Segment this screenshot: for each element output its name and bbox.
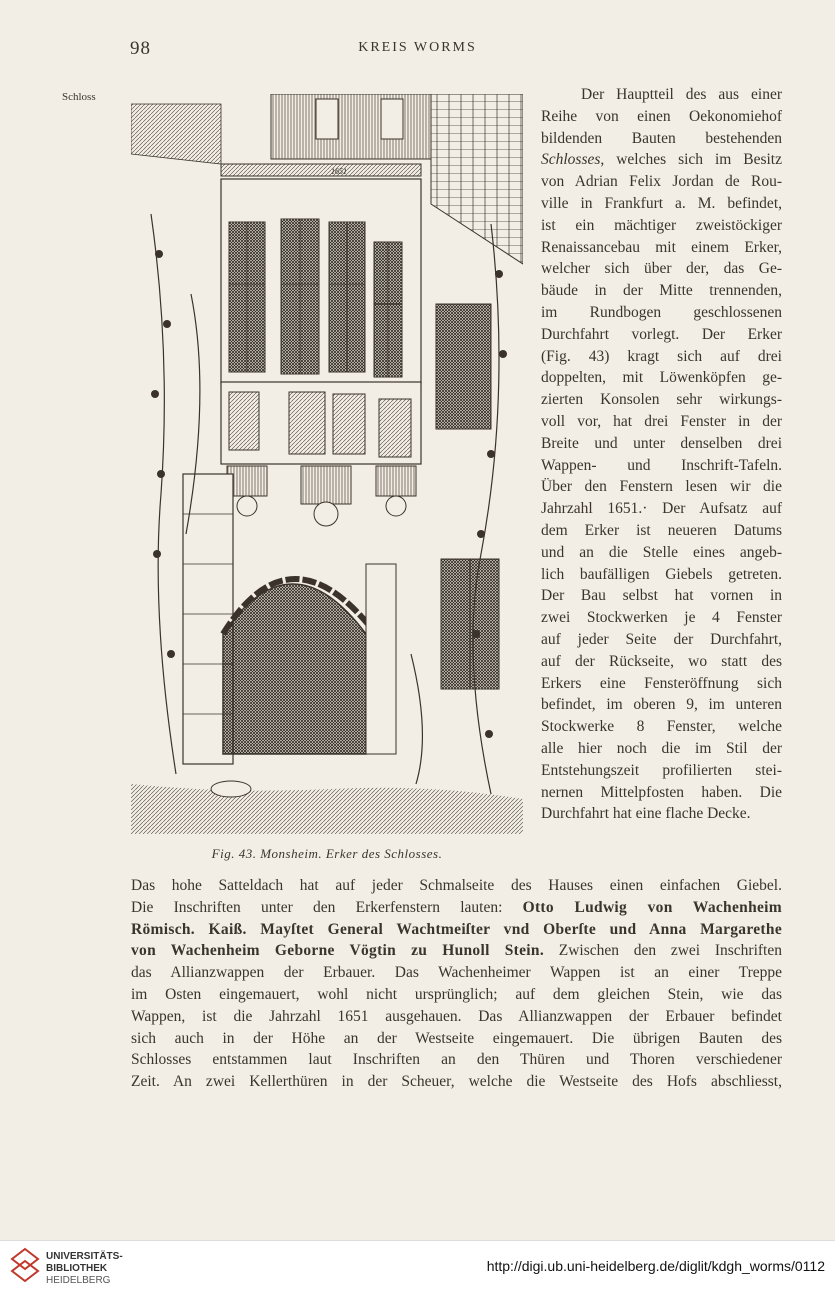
- library-logo-text: [46, 1251, 123, 1287]
- text-line: im Rundbogen geschlossenen: [541, 303, 782, 321]
- text-line: von Adrian Felix Jordan de Rou-: [541, 173, 782, 191]
- text-line: [131, 1049, 782, 1071]
- text-line: Erkers eine Fensteröffnung sich: [541, 674, 782, 692]
- text-line: doppelten, mit Löwenköpfen ge-: [541, 369, 782, 387]
- text-run: Zwischen den zwei Inschriften: [544, 942, 782, 960]
- text-line: Wappen- und Inschrift-Tafeln.: [541, 456, 782, 474]
- text-line: [131, 919, 782, 941]
- text-line: Der Hauptteil des aus einer: [581, 86, 782, 103]
- logo-line-3: HEIDELBERG: [46, 1275, 111, 1286]
- text-line: und an die Stelle eines angeb-: [541, 543, 782, 561]
- text-line: [131, 1028, 782, 1050]
- text-line: lich baufälligen Giebels getreten.: [541, 565, 782, 583]
- text-line: [131, 984, 782, 1006]
- margin-note: Schloss: [62, 91, 96, 103]
- text-run: Zeit. An zwei Kellerthüren in der Scheuer, welche die Westseite des Hofs abschliesst,: [131, 1073, 782, 1091]
- full-width-text: [131, 875, 782, 1093]
- text-line: welcher sich über der, das Ge-: [541, 260, 782, 278]
- text-line: auf jeder Seite der Durchfahrt,: [541, 630, 782, 648]
- logo-line-1: UNIVERSITÄTS-: [46, 1251, 123, 1262]
- text-line: dem Erker ist neueren Datums: [541, 521, 782, 539]
- text-line: [131, 897, 782, 919]
- text-line: zierten Konsolen sehr wirkungs-: [541, 391, 782, 409]
- text-line: bäude in der Mitte trennenden,: [541, 282, 782, 300]
- text-line: bildenden Bauten bestehenden: [541, 129, 782, 147]
- text-line: alle hier noch die im Stil der: [541, 739, 782, 757]
- text-run: Wappen, ist die Jahrzahl 1651 ausgehauen. Das Allianzwappen der Erbauer befindet: [131, 1007, 782, 1025]
- text-line: zwei Stockwerken je 4 Fenster: [541, 609, 782, 627]
- text-line: befindet, im oberen 9, im unteren: [541, 696, 782, 714]
- text-line: [131, 1071, 782, 1093]
- text-line: ville in Frankfurt a. M. befindet,: [541, 194, 782, 212]
- text-line: [131, 962, 782, 984]
- text-line: auf der Rückseite, wo statt des: [541, 652, 782, 670]
- text-line: (Fig. 43) kragt sich auf drei: [541, 347, 782, 365]
- oriel-illustration: [131, 94, 523, 834]
- fraktur-inscription: Otto Ludwig von Wachenheim: [522, 898, 782, 916]
- text-line: Der Bau selbst hat vornen in: [541, 587, 782, 605]
- text-line: [131, 940, 782, 962]
- figure-caption: Fig. 43. Monsheim. Erker des Schlosses.: [211, 846, 443, 861]
- text-line: [131, 875, 782, 897]
- text-line: Reihe von einen Oekonomiehof: [541, 107, 782, 125]
- column-text: [541, 84, 782, 825]
- library-logo-icon: [10, 1247, 40, 1287]
- text-line: Stockwerke 8 Fenster, welche: [541, 718, 782, 736]
- text-line: [131, 1006, 782, 1028]
- text-line: Durchfahrt hat eine flache Decke.: [541, 805, 751, 823]
- text-line: nernen Mittelpfosten haben. Die: [541, 783, 782, 801]
- logo-line-2: BIBLIOTHEK: [46, 1263, 108, 1274]
- text-line: Breite und unter denselben drei: [541, 434, 782, 452]
- text-run: Schlosses entstammen laut Inschriften an den Thüren und Thoren verschiedener: [131, 1051, 782, 1069]
- fraktur-inscription: Römisch. Kaiß. Mayſtet General Wachtmeiſter vnd Oberſte und Anna Margarethe: [131, 920, 782, 938]
- text-line: Entstehungszeit profilierten stei-: [541, 761, 782, 779]
- text-line: Über den Fenstern lesen wir die: [541, 478, 782, 496]
- fraktur-inscription: von Wachenheim Geborne Vögtin zu Hunoll Stein.: [131, 942, 544, 960]
- text-run: sich auch in der Höhe an der Westseite eingemauert. Die übrigen Bauten des: [131, 1029, 782, 1047]
- text-run: Das hohe Satteldach hat auf jeder Schmalseite des Hauses einen einfachen Giebel.: [131, 877, 782, 894]
- text-line: Durchfahrt vorlegt. Der Erker: [541, 325, 782, 343]
- text-run: das Allianzwappen der Erbauer. Das Wachenheimer Wappen ist an einer Treppe: [131, 964, 782, 982]
- running-title: KREIS WORMS: [358, 40, 477, 55]
- text-line: Jahrzahl 1651.· Der Aufsatz auf: [541, 500, 782, 518]
- text-line: voll vor, hat drei Fenster in der: [541, 412, 782, 430]
- text-run: im Osten eingemauert, wohl nicht ursprünglich; auf dem gleichen Stein, wie das: [131, 985, 782, 1003]
- text-line: Schlosses, welches sich im Besitz: [541, 151, 782, 169]
- text-line: ist ein mächtiger zweistöckiger: [541, 216, 782, 234]
- text-line: Renaissancebau mit einem Erker,: [541, 238, 782, 256]
- page-number: 98: [130, 38, 151, 59]
- inscription-year: 1651: [331, 167, 347, 176]
- text-run: Die Inschriften unter den Erkerfenstern lauten:: [131, 898, 523, 916]
- source-url[interactable]: http://digi.ub.uni-heidelberg.de/diglit/kdgh_worms/0112: [486, 1258, 825, 1274]
